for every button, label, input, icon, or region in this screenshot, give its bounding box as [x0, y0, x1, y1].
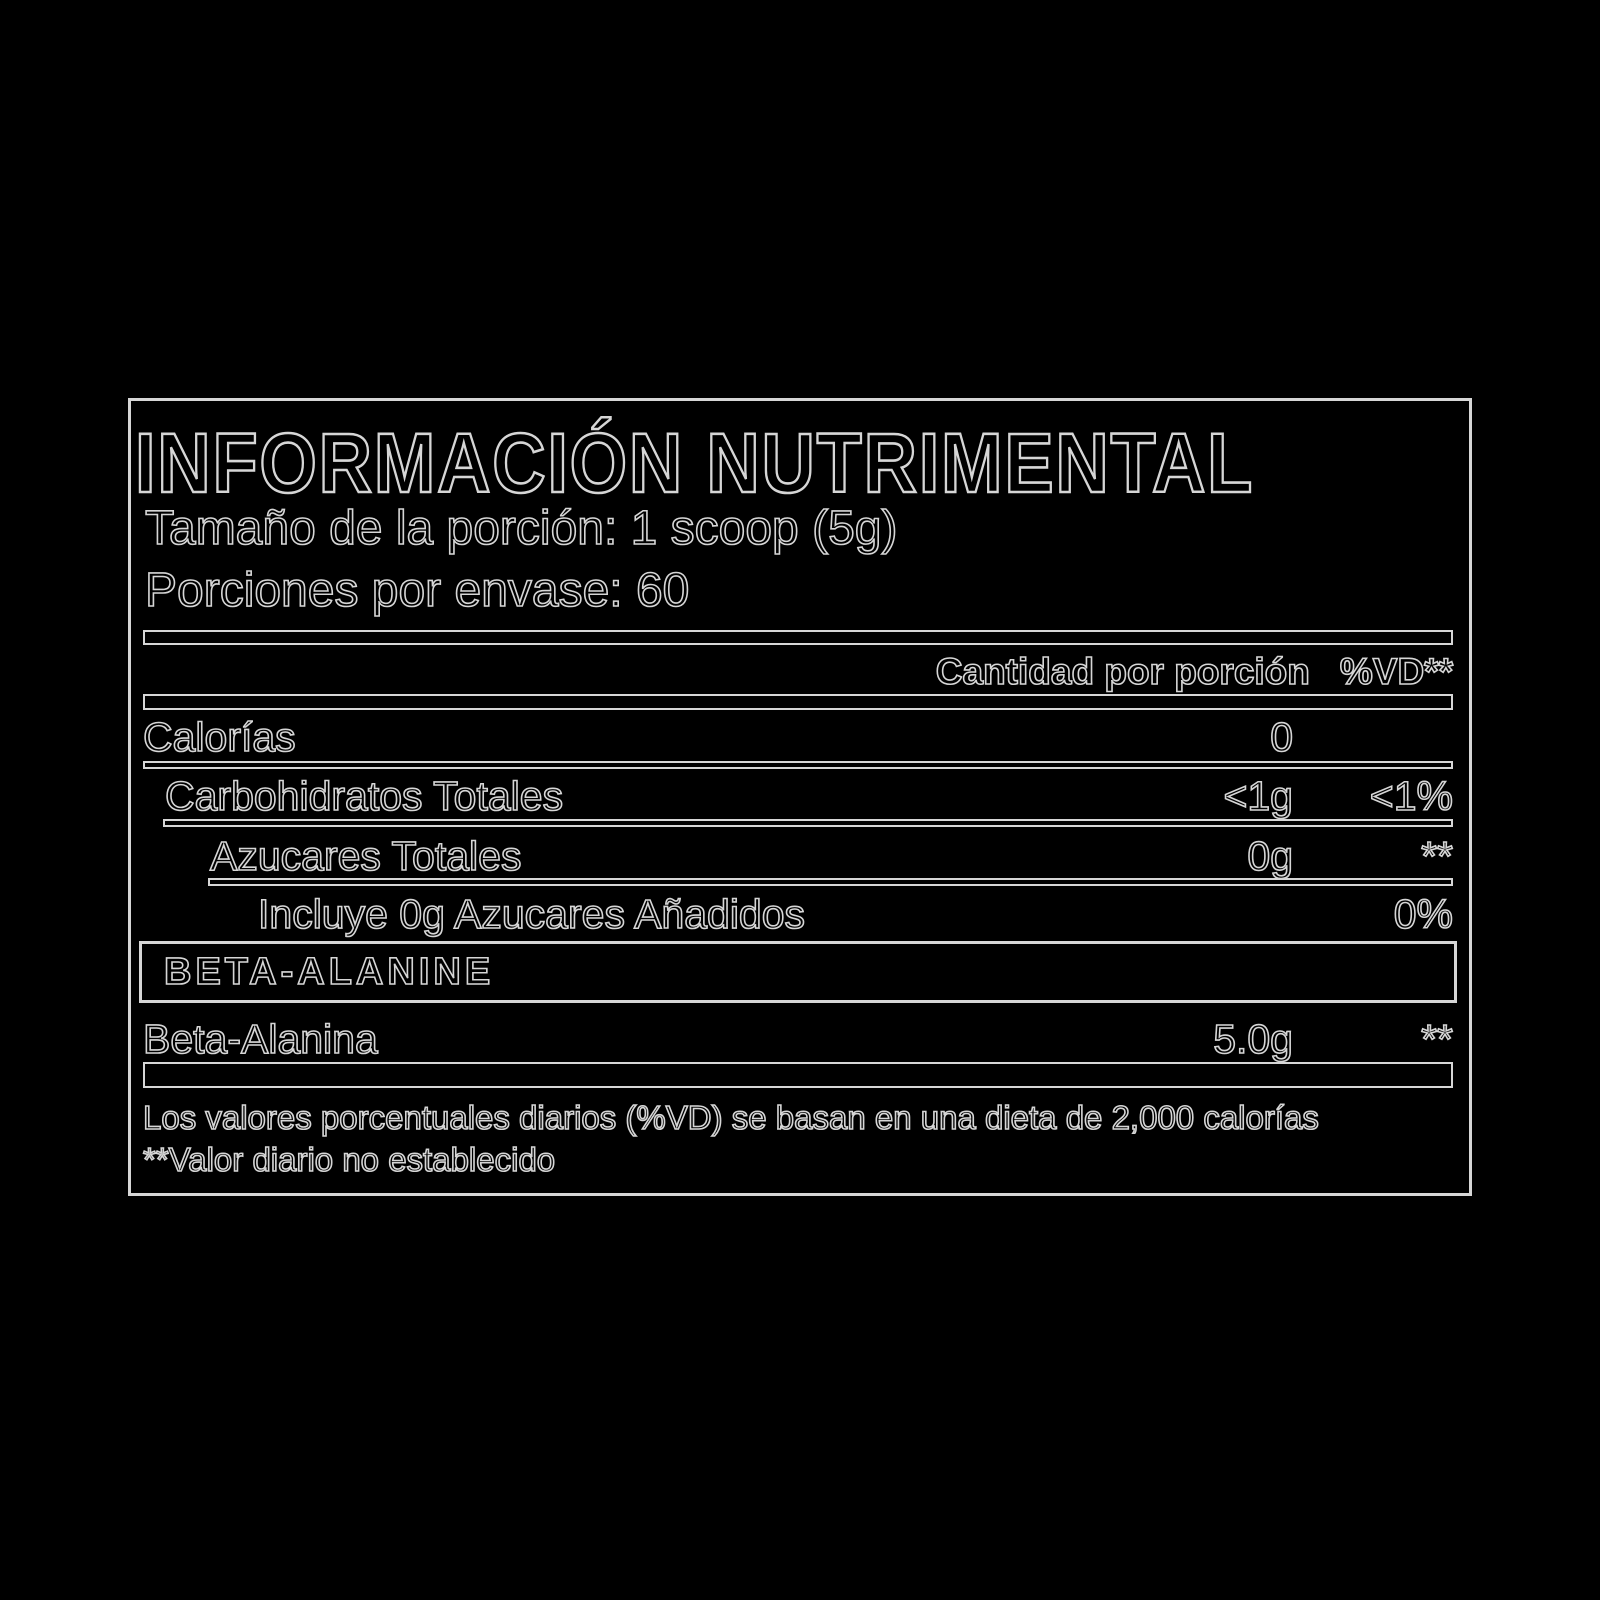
table-row-calories: [143, 713, 1453, 761]
row-daily-value: <1%: [1369, 773, 1453, 819]
panel-title: INFORMACIÓN NUTRIMENTAL: [135, 416, 1255, 510]
row-label: Carbohidratos Totales: [165, 773, 564, 819]
column-header-daily-value: %VD**: [1339, 651, 1453, 692]
row-amount: 5.0g: [1213, 1016, 1293, 1062]
row-daily-value: **: [1421, 1016, 1453, 1062]
table-row-total-carbs: [143, 772, 1453, 820]
footnote-daily-values: Los valores porcentuales diarios (%VD) se basan en una dieta de 2,000 calorías: [143, 1099, 1319, 1136]
row-amount: 0g: [1247, 833, 1293, 879]
divider-thick-bar-top: [143, 630, 1453, 645]
servings-per-container-line: Porciones por envase: 60: [145, 564, 690, 617]
section-header-label: BETA-ALANINE: [164, 951, 495, 993]
table-row-added-sugars: [143, 890, 1453, 938]
column-header-row: [143, 650, 1453, 694]
divider-thin-line: [163, 819, 1453, 827]
row-amount: 0: [1270, 714, 1293, 760]
section-header-box: [139, 941, 1457, 1003]
table-row-total-sugars: [143, 832, 1453, 880]
column-header-amount: Cantidad por porción: [935, 651, 1310, 692]
row-label: Azucares Totales: [210, 833, 522, 879]
divider-thick-bar-bottom: [143, 1062, 1453, 1088]
row-label: Calorías: [143, 714, 296, 760]
table-row-beta-alanine: [143, 1015, 1453, 1063]
row-label: Beta-Alanina: [143, 1016, 378, 1062]
row-label: Incluye 0g Azucares Añadidos: [258, 891, 806, 937]
row-amount: <1g: [1223, 773, 1293, 819]
divider-thin-line: [143, 761, 1453, 769]
row-daily-value: **: [1421, 833, 1453, 879]
footnote-dv-not-established: **Valor diario no establecido: [143, 1141, 556, 1178]
divider-thin-line: [208, 878, 1453, 886]
row-daily-value: 0%: [1393, 891, 1453, 937]
nutrition-facts-panel: [128, 398, 1472, 1196]
serving-size-line: Tamaño de la porción: 1 scoop (5g): [145, 502, 898, 555]
divider-thick-bar-header: [143, 694, 1453, 710]
